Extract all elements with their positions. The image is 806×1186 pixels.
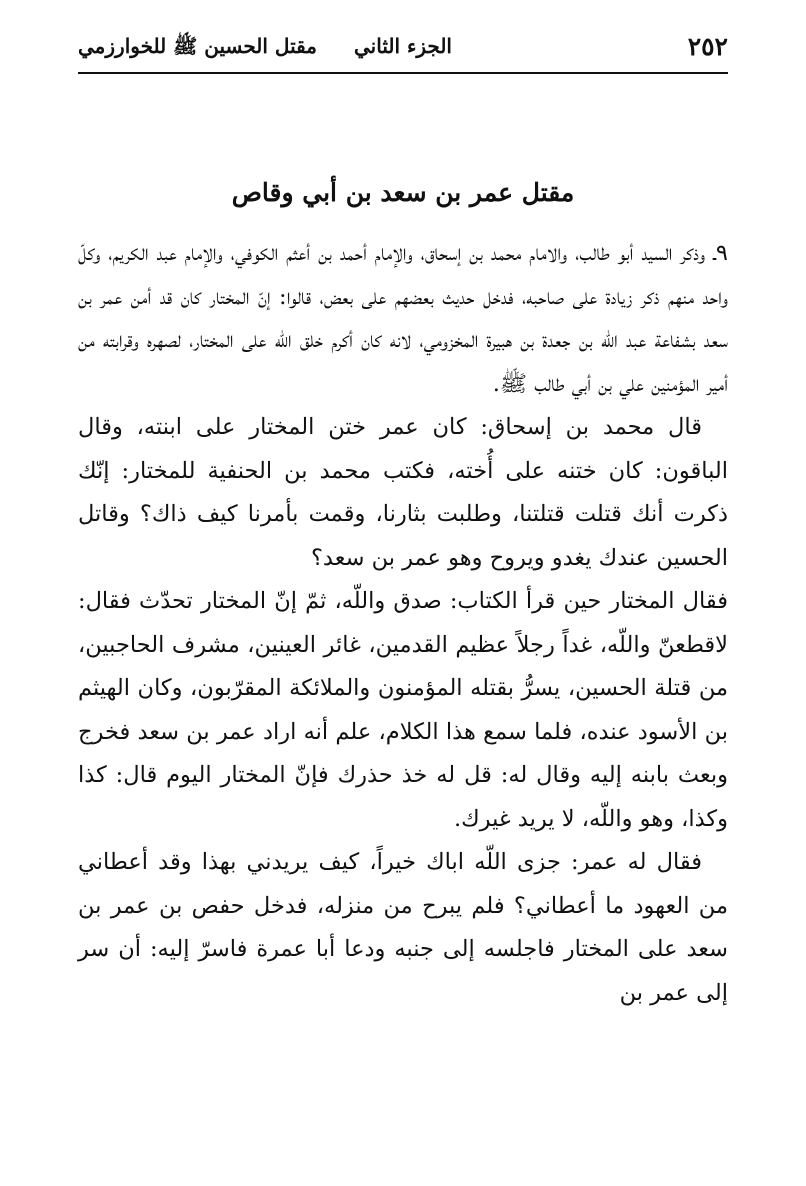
header-divider [78, 72, 728, 74]
page-header [78, 30, 728, 70]
paragraph-3: فقال المختار حين قرأ الكتاب: صدق واللّه، ثمّ إنّ المختار تحدّث فقال: لاقطعنّ واللّه، غداً رجلاً عظيم القدمين، غائر العينين، مشرف الحاجبين، من قتلة الحسين، يسرُّ بقتله المؤمنون والملائكة المقرّبون، وكان الهيثم بن الأسود عنده، فلما سمع هذا الكلام، علم أنه اراد عمر بن سعد فخرج وبعث بابنه إليه وقال له: قل له خذ حذرك فإنّ المختار اليوم قال: كذا وكذا، وهو واللّه، لا يريد غيرك. [78, 588, 728, 832]
part-label: الجزء الثاني [354, 34, 452, 58]
page-number: ٢٥٢ [687, 32, 728, 61]
paragraph-1: ٩ـ وذكر السيد أبو طالب، والامام محمد بن إسحاق، والإمام أحمد بن أعثم الكوفي، والإمام عبد الكريم، وكلّ واحد منهم ذكر زيادة على صاحبه، فدخل حديث بعضهم على بعض، قالوا: إنّ المختار كان قد أمن عمر بن سعد بشفاعة عبد اللّه بن جعدة بن هبيرة المخزومي، لانه كان أكرم خلق اللّه على المختار، لصهره وقرابته من أمير المؤمنين علي بن أبي طالب ﷺ. [78, 240, 728, 397]
body-text [78, 232, 728, 1015]
paragraph-4: فقال له عمر: جزى اللّه اباك خيراً، كيف يريدني بهذا وقد أعطاني من العهود ما أعطاني؟ فلم يبرح من منزله، فدخل حفص بن عمر بن سعد على المختار فاجلسه إلى جنبه ودعا أبا عمرة فاسرّ إليه: أن سر إلى عمر بن [78, 849, 728, 1006]
book-title: مقتل الحسين ﷺ للخوارزمي [78, 34, 317, 58]
paragraph-2: قال محمد بن إسحاق: كان عمر ختن المختار على ابنته، وقال الباقون: كان ختنه على أُخته، فكتب محمد بن الحنفية للمختار: إنّك ذكرت أنك قتلت قتلتنا، وطلبت بثارنا، وقمت بأمرنا كيف ذاك؟ وقاتل الحسين عندك يغدو ويروح وهو عمر بن سعد؟ [78, 414, 728, 571]
section-title: مقتل عمر بن سعد بن أبي وقاص [231, 178, 575, 207]
